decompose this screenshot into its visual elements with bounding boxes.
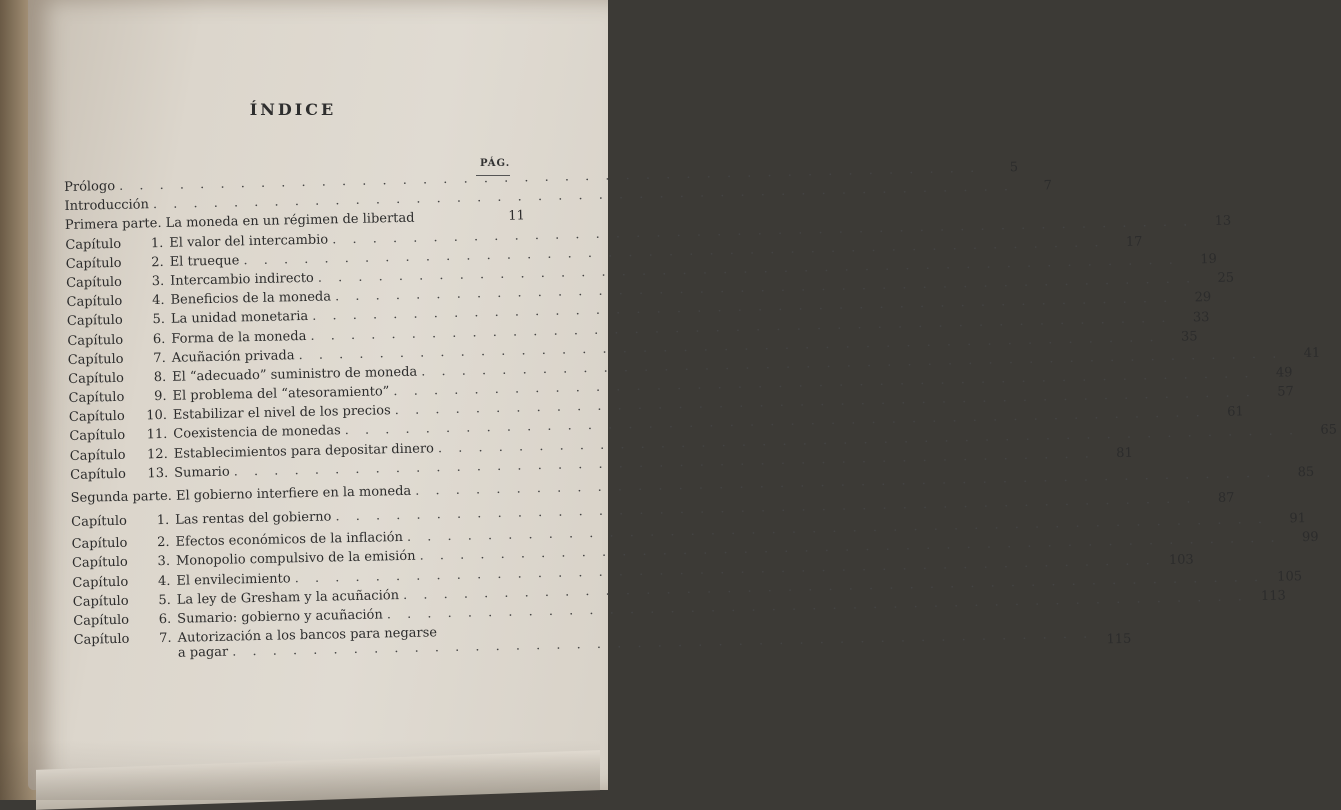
toc-chapter: Capítulo 2. Efectos económicos de la inflación . . . 91 — [71, 527, 531, 556]
toc-chapter: Capítulo 5. La ley de Gresham y la acuñación . . . 105 — [73, 585, 533, 614]
toc-chapter: Capítulo 9. El problema del “atesoramiento” . . . 49 — [68, 381, 528, 410]
toc-chapter: Capítulo 1. Las rentas del gobierno . . . 87 — [71, 505, 531, 534]
toc-chapter: Capítulo 12. Establecimientos para depositar dinero . . . 65 — [70, 439, 530, 468]
book-page — [28, 0, 1338, 790]
toc-chapter: Capítulo 4. El envilecimiento . . . 103 — [72, 566, 532, 595]
toc-chapter: Capítulo 10. Estabilizar el nivel de los precios . . . 57 — [69, 401, 529, 430]
toc-chapter: Capítulo 11. Coexistencia de monedas . . . 61 — [69, 420, 529, 449]
toc-chapter: Capítulo 6. Forma de la moneda . . . 33 — [67, 324, 527, 353]
toc-chapter: Capítulo 3. Intercambio indirecto . . . 19 — [66, 266, 526, 295]
toc-chapter: Capítulo 8. El “adecuado” suministro de moneda . . . 41 — [68, 362, 528, 391]
toc-part-1: Primera parte. La moneda en un régimen de libertad 11 — [64, 208, 526, 234]
toc-entry-introduccion: Introducción . . . 7 — [64, 190, 524, 219]
page-column-label: PÁG. — [480, 158, 511, 169]
toc-chapter: Capítulo 7. Autorización a los bancos para negarse a pagar . . . 115 — [73, 623, 534, 669]
toc-chapter: Capítulo 3. Monopolio compulsivo de la emisión . . . 99 — [72, 547, 532, 576]
toc-chapter: Capítulo 4. Beneficios de la moneda . . . 25 — [66, 285, 526, 314]
toc-chapter: Capítulo 6. Sumario: gobierno y acuñación . . . 113 — [73, 604, 533, 633]
page-title: ÍNDICE — [249, 100, 337, 119]
toc-chapter: Capítulo 13. Sumario . . . 81 — [70, 458, 530, 487]
toc-chapter: Capítulo 2. El trueque . . . 17 — [66, 247, 526, 276]
toc-chapter: Capítulo 5. La unidad monetaria . . . 29 — [67, 305, 527, 334]
toc-entry-prologo: Prólogo . . . 5 — [64, 170, 524, 199]
toc-part-2: Segunda parte. El gobierno interfiere en la moneda . . . 85 — [71, 481, 531, 512]
toc-chapter: Capítulo 7. Acuñación privada . . . 35 — [68, 343, 528, 372]
toc-chapter: Capítulo 1. El valor del intercambio . . . 13 — [65, 228, 525, 257]
